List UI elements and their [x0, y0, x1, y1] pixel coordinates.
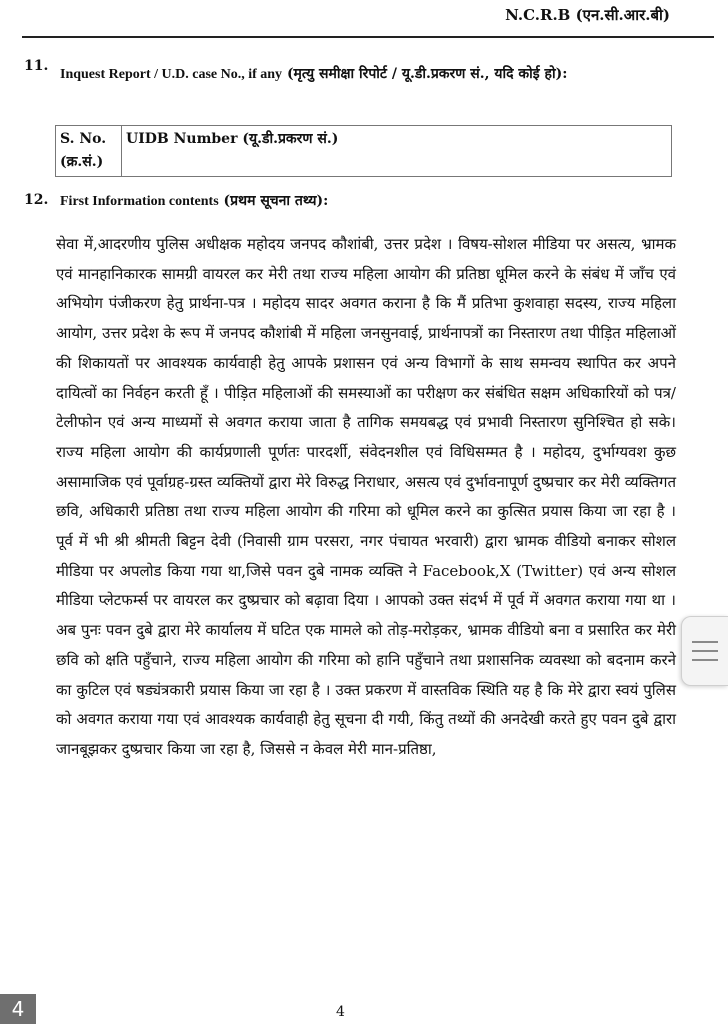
- uidb-number-header-cell: UIDB Number (यू.डी.प्रकरण सं.): [122, 126, 672, 177]
- sno-header-en: S. No.: [60, 131, 107, 147]
- uidb-table-header-row: [56, 126, 672, 177]
- scroll-handle[interactable]: [681, 616, 728, 686]
- section-11-heading: [60, 61, 688, 88]
- section-11-number: 11.: [24, 58, 49, 74]
- header-title: N.C.R.B (एन.सी.आर.बी): [505, 6, 670, 24]
- page-indicator-badge: 4: [0, 994, 36, 1024]
- section-11-heading-en: Inquest Report / U.D. case No., if any: [60, 67, 283, 82]
- section-12-heading-hi: (प्रथम सूचना तथ्य):: [223, 193, 329, 209]
- menu-lines-icon: [692, 641, 718, 661]
- section-11-heading-hi: (मृत्यु समीक्षा रिपोर्ट / यू.डी.प्रकरण सं., यदि कोई हो):: [286, 66, 568, 82]
- section-12-number: 12.: [24, 192, 49, 208]
- sno-header-cell: [56, 126, 122, 177]
- section-12-heading-en: First Information contents: [60, 194, 219, 209]
- first-information-body: सेवा में,आदरणीय पुलिस अधीक्षक महोदय जनपद कौशांबी, उत्तर प्रदेश । विषय-सोशल मीडिया पर असत्य, भ्रामक एवं मानहानिकारक सामग्री वायरल कर मेरी तथा राज्य महिला आयोग की प्रतिष्ठा धूमिल करने के संबंध में जाँच एवं अभियोग पंजीकरण हेतु प्रार्थना-पत्र । महोदय सादर अवगत कराना है कि मैं प्रतिभा कुशवाहा सदस्य, राज्य महिला आयोग, उत्तर प्रदेश के रूप में जनपद कौशांबी में महिला जनसुनवाई, प्रार्थनापत्रों का निस्तारण तथा पीड़ित महिलाओं की शिकायतों पर आवश्यक कार्यवाही हेतु आपके प्रशासन एवं अन्य विभागों के साथ समन्वय स्थापित कर अपने दायित्वों का निर्वहन करती हूँ । पीड़ित महिलाओं की समस्याओं का परीक्षण कर संबंधित सक्षम अधिकारियों को पत्र/टेलीफोन एवं अन्य माध्यमों से अवगत कराया जाता है तागिक समयबद्ध एवं प्रभावी निस्तारण सुनिश्चित हो सके। राज्य महिला आयोग की कार्यप्रणाली पूर्णतः पारदर्शी, संवेदनशील एवं विधिसम्मत है । महोदय, दुर्भाग्यवश कुछ असामाजिक एवं पूर्वाग्रह-ग्रस्त व्यक्तियों द्वारा मेरे विरुद्ध निराधार, असत्य एवं दुर्भावनापूर्ण दुष्प्रचार कर मेरी व्यक्तिगत छवि, अधिकारी प्रतिष्ठा तथा राज्य महिला आयोग की गरिमा को धूमिल करने का कुत्सित प्रयास किया जा रहा है । पूर्व में भी श्री श्रीमती बिट्टन देवी (निवासी ग्राम परसरा, नगर पंचायत भरवारी) द्वारा भ्रामक वीडियो बनाकर सोशल मीडिया पर अपलोड किया गया था,जिसे पवन दुबे नामक व्यक्ति ने Facebook,X (Twitter) एवं अन्य सोशल मीडिया प्लेटफर्म्स पर वायरल कर दुष्प्रचार को बढ़ावा दिया । आपको उक्त संदर्भ में पूर्व में अवगत कराया गया था । अब पुनः पवन दुबे द्वारा मेरे कार्यालय में घटित एक मामले को तोड़-मरोड़कर, भ्रामक वीडियो बना व प्रसारित कर मेरी छवि को क्षति पहुँचाने, राज्य महिला आयोग की गरिमा को हानि पहुँचाने तथा प्रशासनिक व्यवस्था को बदनाम करने का कुटिल एवं षड्यंत्रकारी प्रयास किया जा रहा है । उक्त प्रकरण में वास्तविक स्थिति यह है कि मेरे द्वारा स्वयं पुलिस को अवगत कराया गया एवं आवश्यक कार्यवाही हेतु सूचना दी गयी, किंतु तथ्यों की अनदेखी करते हुए पवन दुबे द्वारा जानबूझकर दुष्प्रचार किया जा रहा है, जिससे न केवल मेरी मान-प्रतिष्ठा,: [56, 235, 676, 758]
- section-12-heading: [60, 188, 688, 215]
- sno-header-hi: (क्र.सं.): [60, 154, 104, 170]
- page-number: 4: [336, 1004, 345, 1020]
- uidb-table: [55, 125, 672, 177]
- header-divider: [22, 36, 714, 38]
